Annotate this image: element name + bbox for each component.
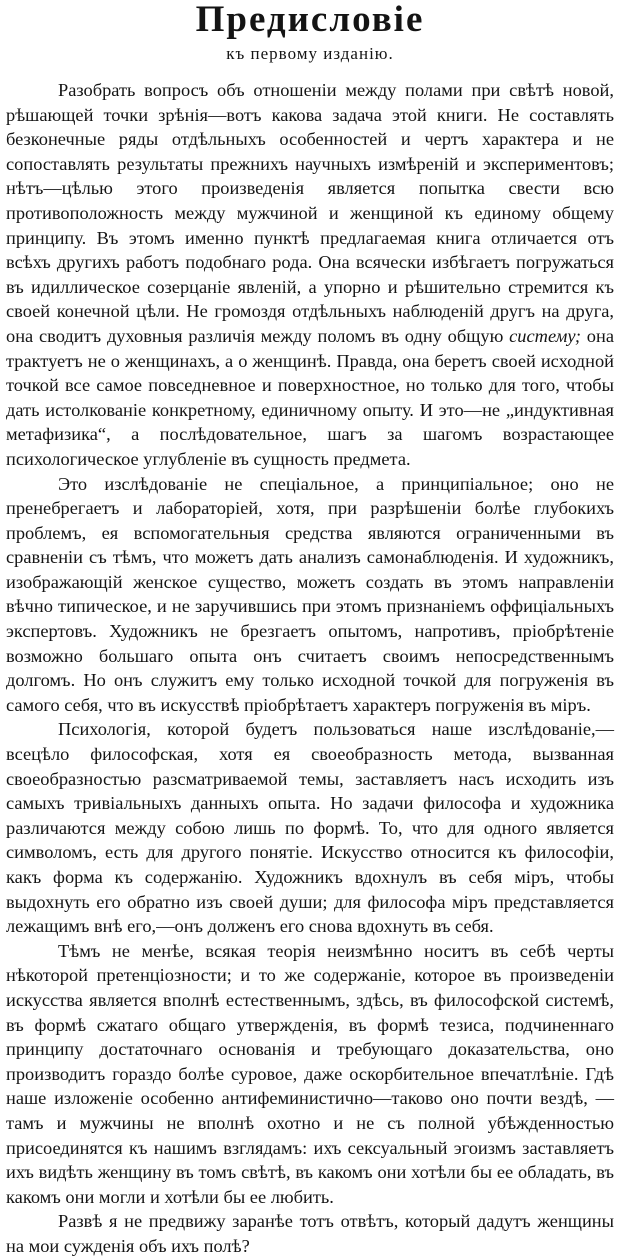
page-subtitle: къ первому изданію. <box>226 44 394 63</box>
paragraph <box>6 472 614 718</box>
paragraph-text: Это изслѣдованіе не спеціальное, а принципіальное; оно не пренебрегаетъ и лабораторіей, хотя, при разрѣшеніи болѣе глубокихъ проблемъ, ея вспомогательныя средства являются ограниченными въ сравненіи съ тѣмъ, что можетъ дать анализъ самонаблюденія. И художникъ, изображающій женское существо, можетъ создать въ этомъ направленіи вѣчно типическое, и не заручившись при этомъ признаніемъ оффиціальныхъ экспертовъ. Художникъ не брезгаетъ опытомъ, напротивъ, пріобрѣтеніе возможно большаго опыта онъ считаетъ своимъ непосредственнымъ долгомъ. Но онъ служитъ ему только исходной точкой для погруженія въ самого себя, что въ искусствѣ пріобрѣтаетъ характеръ погруженія въ міръ. <box>6 473 614 715</box>
page-title: Предисловіе <box>195 0 425 40</box>
paragraph <box>6 939 614 1210</box>
paragraph-text: Развѣ я не предвижу заранѣе тотъ отвѣтъ, который дадутъ женщины на мои сужденія объ ихъ полѣ? <box>6 1211 614 1256</box>
paragraph-text: Разобрать вопросъ объ отношеніи между полами при свѣтѣ новой, рѣшающей точки зрѣнія—вотъ какова задача этой книги. Не составлять безконечные ряды отдѣльныхъ особенностей и чертъ характера и не сопоставлять результаты прежнихъ научныхъ измѣреній и экспериментовъ; нѣтъ—цѣлью этого произведенія является попытка свести всю противоположность между мужчиной и женщиной къ единому общему принципу. Въ этомъ именно пунктѣ предлагаемая книга отличается отъ всѣхъ другихъ работъ подобнаго рода. Она всячески избѣгаетъ погружаться въ идиллическое созерцаніе явленій, а упорно и рѣшительно стремится къ своей конечной цѣли. Не громоздя отдѣльныхъ наблюденій другъ на друга, она сводитъ духовныя различія между поломъ въ одну общую <box>6 80 614 346</box>
paragraph-text: Тѣмъ не менѣе, всякая теорія неизмѣнно носитъ въ себѣ черты нѣкоторой претенціозности; и то же содержаніе, которое въ произведеніи искусства является вполнѣ естественнымъ, здѣсь, въ философской системѣ, въ формѣ сжатаго общаго утвержденія, въ формѣ тезиса, подчиненнаго принципу достаточнаго основанія и требующаго доказательства, оно производитъ гораздо болѣе суровое, даже оскорбительное впечатлѣніе. Гдѣ наше изложеніе особенно антифеминистично—таково оно почти вездѣ, —тамъ и мужчины не вполнѣ охотно и не съ полной убѣжденностью присоединятся къ нашимъ взглядамъ: ихъ сексуальный эгоизмъ заставляетъ ихъ видѣть женщину въ томъ свѣтѣ, въ какомъ они хотѣли бы ее обладать, въ какомъ они могли и хотѣли бы ее любить. <box>6 940 614 1207</box>
paragraph <box>6 1209 614 1258</box>
paragraph-text: Психологія, которой будетъ пользоваться наше изслѣдованіе,—всецѣло философская, хотя ея своеобразность метода, вызванная своеобразностью разсматриваемой темы, заставляетъ насъ исходить изъ самыхъ тривіальныхъ данныхъ опыта. Но задачи философа и художника различаются между собою лишь по формѣ. То, что для одного является символомъ, есть для другого понятіе. Искусство относится къ философіи, какъ форма къ содержанію. Художникъ вдохнулъ въ себя міръ, чтобы выдохнуть его обратно изъ своей души; для философа міръ представляется лежащимъ внѣ его,—онъ долженъ его снова вдохнуть въ себя. <box>6 719 614 937</box>
emphasized-word: систему; <box>509 325 581 346</box>
paragraph <box>6 78 614 472</box>
body-text <box>6 78 614 1259</box>
paragraph-text-continued: она трактуетъ не о женщинахъ, а о женщинѣ. Правда, она беретъ своей исходной точкой все самое повседневное и поверхностное, но только для того, чтобы дать истолкованіе конкретному, единичному опыту. И это—не „индуктивная метафизика“, а послѣдовательное, шагъ за шагомъ возрастающее психологическое углубленіе въ сущность предмета. <box>6 325 614 469</box>
paragraph <box>6 717 614 938</box>
